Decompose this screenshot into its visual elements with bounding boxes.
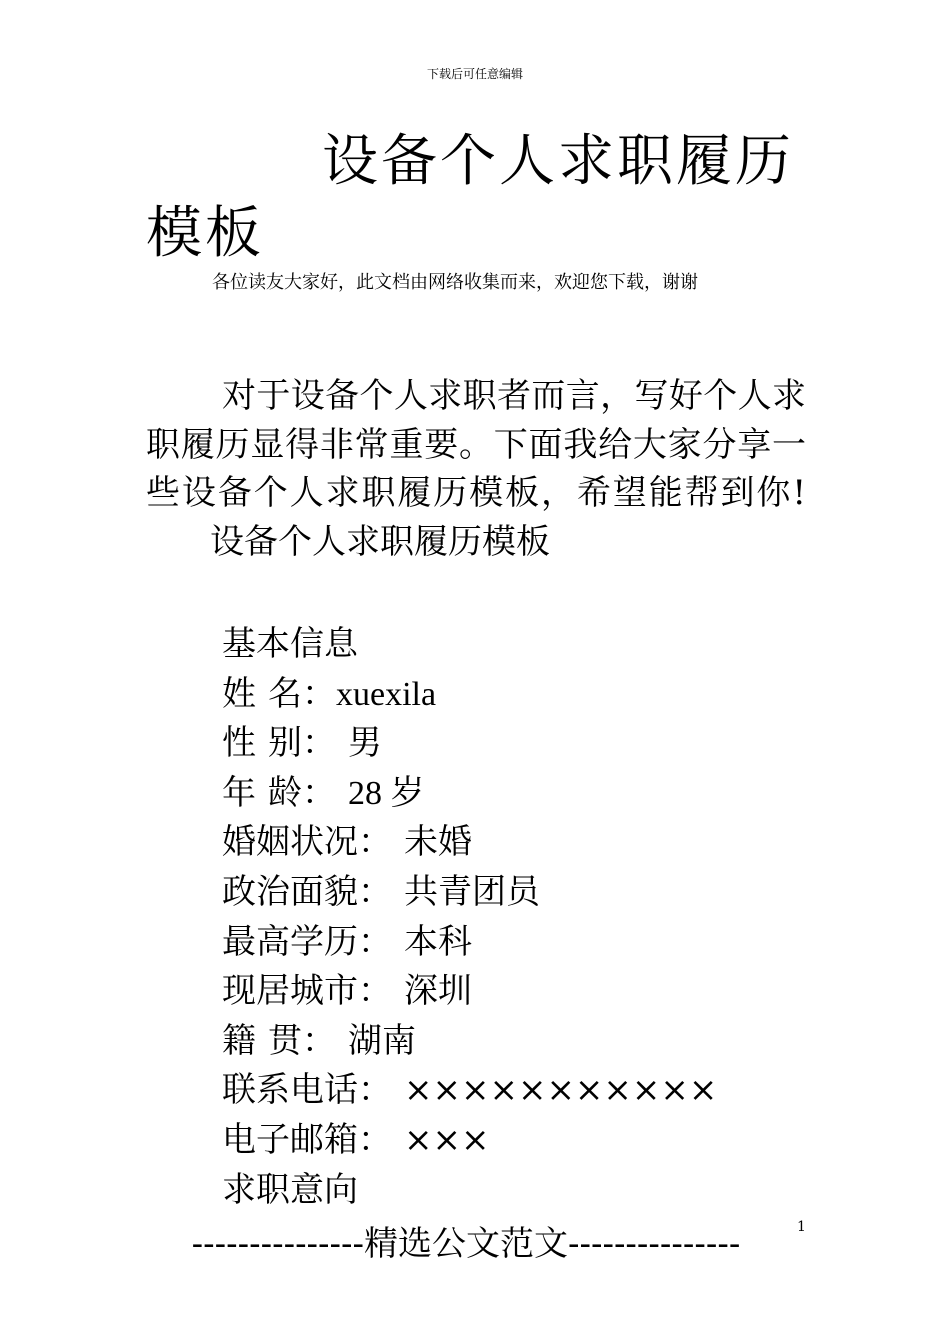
info-label: 婚姻状况： [222,822,392,863]
info-label: 现居城市： [222,971,392,1012]
section-heading-job-intent: 求职意向 [222,1169,358,1210]
info-row-marital [222,818,806,868]
info-row-age [222,769,806,819]
intro-paragraph: 各位读友大家好，此文档由网络收集而来，欢迎您下载，谢谢 [212,272,698,293]
page-footer: ---------------精选公文范文--------------- [191,1224,741,1264]
info-value: 共青团员 [404,871,540,912]
info-label: 政治面貌： [222,871,392,912]
info-label: 性 [222,723,256,764]
info-label: 联系电话： [222,1070,392,1111]
info-value: ××× [404,1119,490,1160]
info-value: 湖南 [348,1020,416,1061]
info-value: 深圳 [404,971,472,1012]
info-label: 籍 [222,1020,256,1061]
info-row-email [222,1116,806,1166]
info-label: 名： [268,673,336,714]
info-row-phone [222,1066,806,1116]
info-value: 本科 [404,921,472,962]
info-label: 姓 [222,673,256,714]
page-number: 1 [797,1219,806,1235]
info-label: 别： [268,723,336,764]
info-label: 电子邮箱： [222,1119,392,1160]
info-value: 28 岁 [348,774,425,812]
page-header: 下载后可任意编辑 [426,67,523,81]
section-heading-basic-info: 基本信息 [222,624,358,664]
body-paragraph [146,372,806,566]
info-row-gender [222,719,806,769]
info-value: 未婚 [404,822,472,863]
document-title: 设备个人求职履历模板 [146,129,794,266]
info-value: ××××××××××× [404,1070,718,1111]
info-row-origin [222,1017,806,1067]
info-label: 龄： [268,772,336,813]
info-value: xuexila [336,675,437,713]
info-label: 最高学历： [222,921,392,962]
body-text-part2: 设备个人求职履历模板 [210,521,550,562]
info-value: 男 [348,723,382,764]
info-row-education [222,918,806,968]
info-label: 年 [222,772,256,813]
basic-info-list [222,620,806,1215]
info-row-city [222,967,806,1017]
info-row-name [222,670,806,720]
body-text-part1: 对于设备个人求职者而言，写好个人求职履历显得非常重要。下面我给大家分享一些设备个人求职履历模板，希望能帮到你! [146,376,806,513]
info-row-political [222,868,806,918]
info-label: 贯： [268,1020,336,1061]
